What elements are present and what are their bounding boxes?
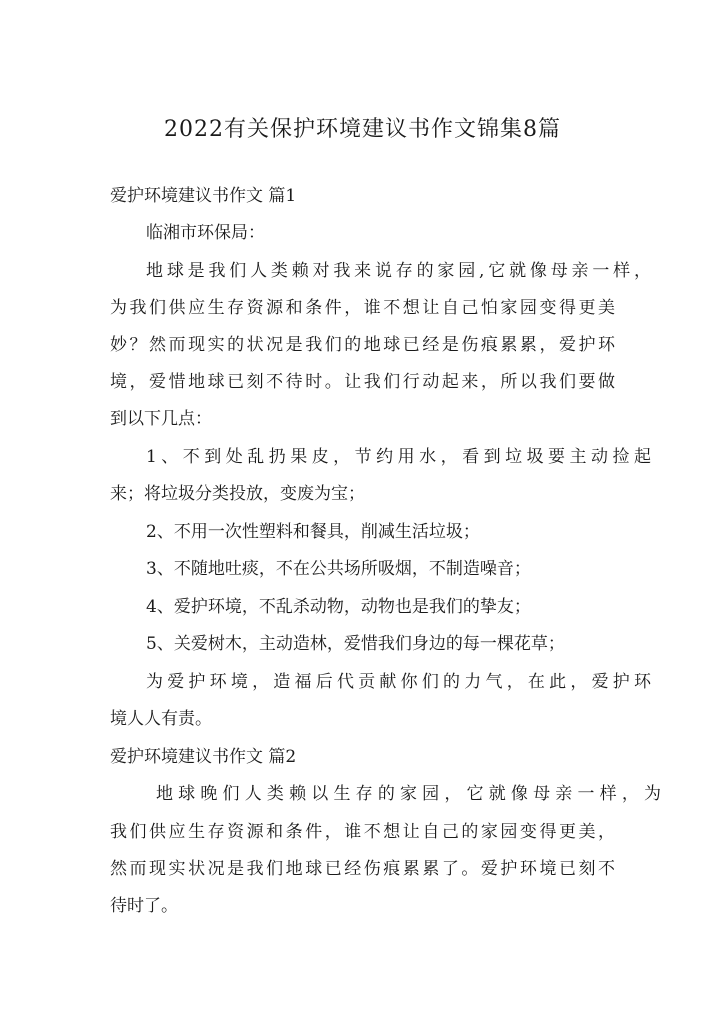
list-item-1-cont: 来；将垃圾分类投放，变废为宝； xyxy=(110,484,365,504)
salutation: 临湘市环保局： xyxy=(146,223,265,243)
section-heading-1: 爱护环境建议书作文 篇1 xyxy=(110,186,297,206)
document-title: 2022有关保护环境建议书作文锦集8篇 xyxy=(164,117,561,142)
section-heading-2: 爱护环境建议书作文 篇2 xyxy=(110,747,297,767)
paragraph-line: 地球是我们人类赖对我来说存的家园,它就像母亲一样， xyxy=(146,261,651,281)
list-item-2: 2、不用一次性塑料和餐具，削减生活垃圾； xyxy=(146,522,480,542)
paragraph-line: 待时了。 xyxy=(110,896,178,916)
paragraph-line: 为爱护环境，造福后代贡献你们的力气，在此，爱护环 xyxy=(146,672,651,692)
list-item-4: 4、爱护环境，不乱杀动物，动物也是我们的挚友； xyxy=(146,597,531,617)
list-item-1: 1、不到处乱扔果皮，节约用水，看到垃圾要主动捡起 xyxy=(146,447,651,467)
paragraph-line: 妙？然而现实的状况是我们的地球已经是伤痕累累，爱护环 xyxy=(110,335,615,355)
paragraph-line: 然而现实状况是我们地球已经伤痕累累了。爱护环境已刻不 xyxy=(110,859,615,879)
paragraph-line: 境，爱惜地球已刻不待时。让我们行动起来，所以我们要做 xyxy=(110,372,615,392)
list-item-3: 3、不随地吐痰，不在公共场所吸烟，不制造噪音； xyxy=(146,559,531,579)
list-item-5: 5、关爱树木，主动造林，爱惜我们身边的每一棵花草； xyxy=(146,634,565,654)
paragraph-line: 境人人有责。 xyxy=(110,709,212,729)
paragraph-line: 地球晚们人类赖以生存的家园，它就像母亲一样，为 xyxy=(156,784,661,804)
paragraph-line: 为我们供应生存资源和条件，谁不想让自己怕家园变得更美 xyxy=(110,298,615,318)
paragraph-line: 到以下几点： xyxy=(110,409,212,429)
paragraph-line: 我们供应生存资源和条件，谁不想让自己的家园变得更美， xyxy=(110,822,615,842)
